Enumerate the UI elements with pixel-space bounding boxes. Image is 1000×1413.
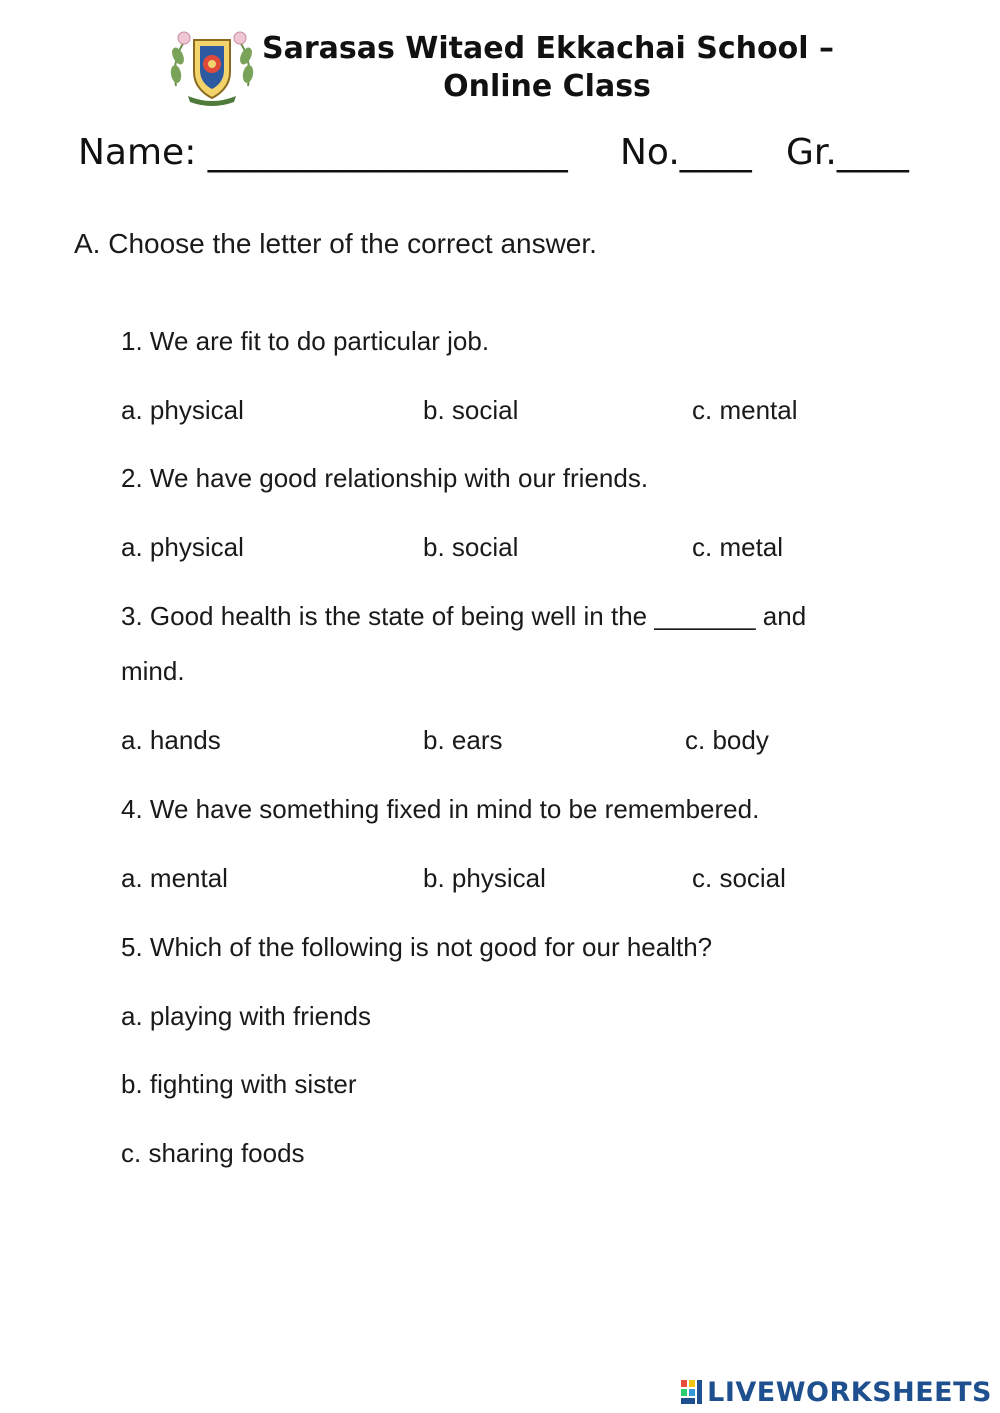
- q2-option-b[interactable]: b. social: [423, 532, 519, 562]
- q1-option-c[interactable]: c. mental: [692, 395, 798, 425]
- question-3-line1: 3. Good health is the state of being well in the _______ and: [121, 601, 807, 631]
- q5-option-c[interactable]: c. sharing foods: [121, 1138, 305, 1168]
- name-field[interactable]: Name: ____________________: [78, 132, 568, 173]
- school-title-line2: Online Class: [443, 69, 651, 104]
- liveworksheets-logo-icon: [681, 1378, 703, 1406]
- section-a-instruction: A. Choose the letter of the correct answer.: [74, 228, 597, 259]
- q1-option-a[interactable]: a. physical: [121, 395, 244, 425]
- q4-option-b[interactable]: b. physical: [423, 863, 546, 893]
- q5-option-a[interactable]: a. playing with friends: [121, 1001, 372, 1031]
- q2-option-a[interactable]: a. physical: [121, 532, 244, 562]
- school-title-line1: Sarasas Witaed Ekkachai School –: [262, 31, 834, 66]
- q4-option-c[interactable]: c. social: [692, 863, 786, 893]
- q3-option-c[interactable]: c. body: [685, 725, 769, 755]
- question-1: 1. We are fit to do particular job.: [121, 326, 490, 356]
- grade-field[interactable]: Gr.____: [786, 132, 909, 173]
- question-5: 5. Which of the following is not good for our health?: [121, 932, 713, 962]
- q3-option-b[interactable]: b. ears: [423, 725, 503, 755]
- q3-option-a[interactable]: a. hands: [121, 725, 221, 755]
- school-title: [262, 30, 832, 106]
- question-3-line2: mind.: [121, 656, 185, 686]
- question-2: 2. We have good relationship with our friends.: [121, 463, 649, 493]
- q2-option-c[interactable]: c. metal: [692, 532, 784, 562]
- q4-option-a[interactable]: a. mental: [121, 863, 228, 893]
- question-4: 4. We have something fixed in mind to be remembered.: [121, 794, 760, 824]
- number-field[interactable]: No.____: [620, 132, 752, 173]
- school-crest-icon: [168, 26, 256, 108]
- liveworksheets-brand[interactable]: [681, 1376, 992, 1408]
- brand-text: LIVEWORKSHEETS: [707, 1376, 992, 1408]
- q5-option-b[interactable]: b. fighting with sister: [121, 1069, 357, 1099]
- q1-option-b[interactable]: b. social: [423, 395, 519, 425]
